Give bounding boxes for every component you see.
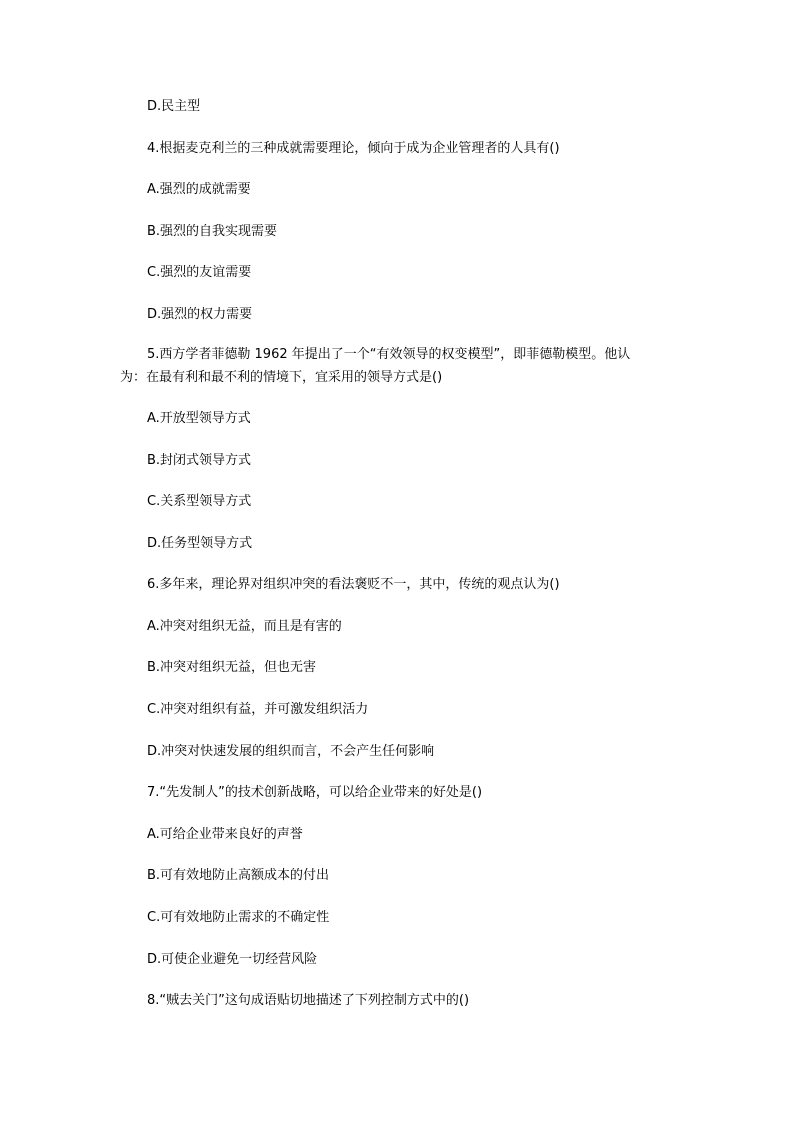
option-text: C.关系型领导方式 bbox=[147, 494, 252, 509]
option-text: A.可给企业带来良好的声誉 bbox=[147, 827, 303, 842]
option-text: D.可使企业避免一切经营风险 bbox=[147, 952, 318, 967]
option-text: B.封闭式领导方式 bbox=[147, 453, 252, 468]
option-text: A.冲突对组织无益，而且是有害的 bbox=[147, 619, 342, 634]
option-text: C.可有效地防止需求的不确定性 bbox=[147, 910, 330, 925]
question-text: 6.多年来，理论界对组织冲突的看法褒贬不一，其中，传统的观点认为() bbox=[147, 577, 560, 592]
option-text: A.强烈的成就需要 bbox=[147, 182, 251, 197]
question-text-continued: 为：在最有利和最不利的情境下，宜采用的领导方式是() bbox=[120, 370, 443, 385]
option-text: C.强烈的友谊需要 bbox=[147, 265, 252, 280]
option-text: B.冲突对组织无益，但也无害 bbox=[147, 660, 317, 675]
option-text: C.冲突对组织有益，并可激发组织活力 bbox=[147, 702, 369, 717]
question-text: 7.“先发制人”的技术创新战略，可以给企业带来的好处是() bbox=[147, 785, 483, 800]
option-text: B.强烈的自我实现需要 bbox=[147, 224, 278, 239]
option-text: D.冲突对快速发展的组织而言，不会产生任何影响 bbox=[147, 744, 435, 759]
option-text: D.任务型领导方式 bbox=[147, 536, 253, 551]
option-text: D.强烈的权力需要 bbox=[147, 307, 253, 322]
option-text: B.可有效地防止高额成本的付出 bbox=[147, 868, 330, 883]
option-text: A.开放型领导方式 bbox=[147, 411, 251, 426]
question-text: 8.“贼去关门”这句成语贴切地描述了下列控制方式中的() bbox=[147, 993, 470, 1008]
question-text: 4.根据麦克利兰的三种成就需要理论，倾向于成为企业管理者的人具有() bbox=[147, 141, 560, 156]
question-text: 5.西方学者菲德勒 1962 年提出了一个“有效领导的权变模型”，即菲德勒模型。他认 bbox=[147, 347, 631, 362]
option-text: D.民主型 bbox=[147, 99, 201, 114]
